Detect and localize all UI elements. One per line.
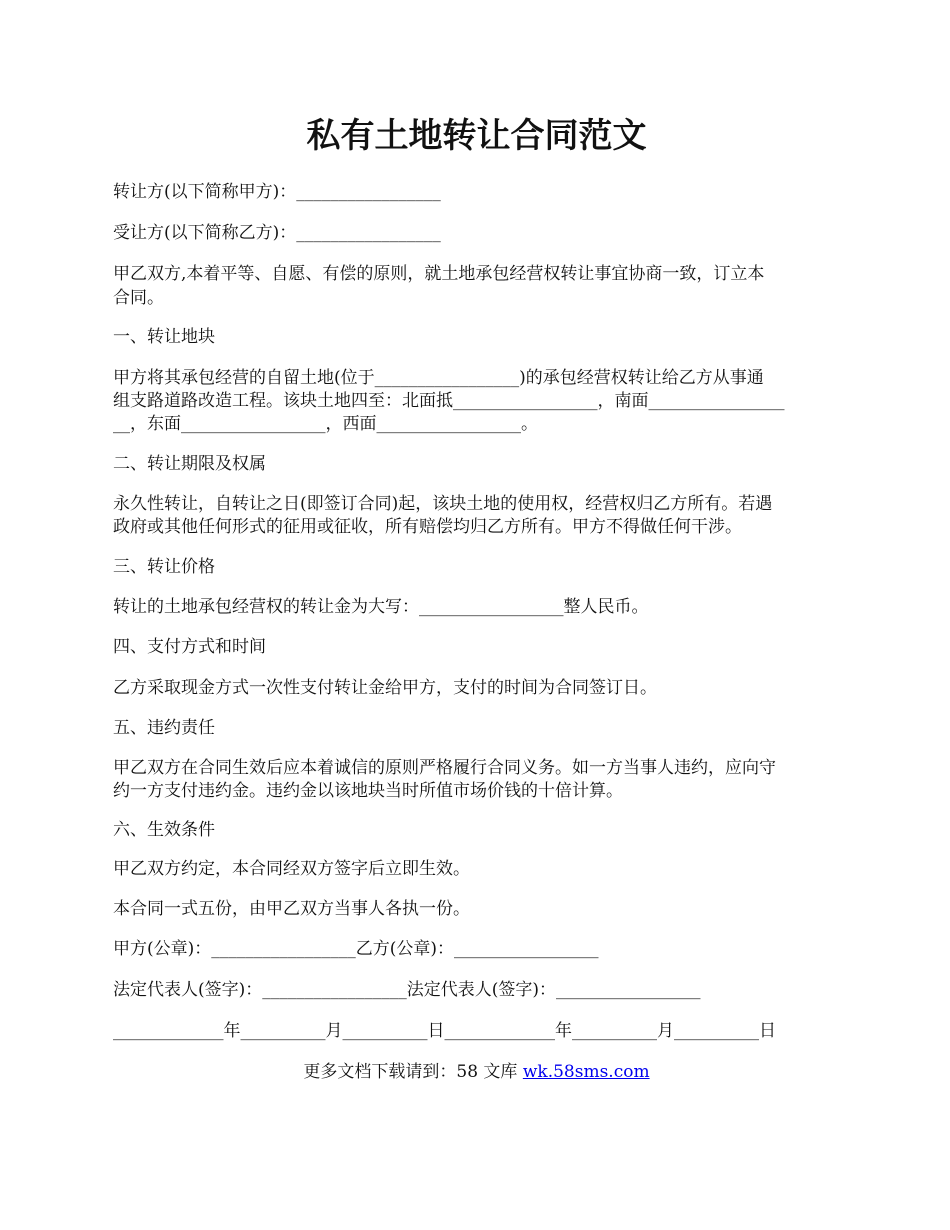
section3-line-1: 转让的土地承包经营权的转让金为大写：_________________整人民币。: [113, 597, 649, 617]
date-line: _____________年__________月__________日_____________年__________月__________日: [113, 1021, 776, 1041]
section2-line-1: 永久性转让，自转让之日(即签订合同)起，该块土地的使用权，经营权归乙方所有。若遇: [113, 494, 773, 514]
footer-link[interactable]: wk.58sms.com: [522, 1062, 650, 1082]
section3-heading: 三、转让价格: [113, 557, 215, 577]
seal-line: 甲方(公章)：_________________乙方(公章)：_________________: [113, 939, 599, 959]
transferee-line: 受让方(以下简称乙方)：_________________: [113, 223, 441, 243]
intro-line-2: 合同。: [113, 288, 164, 308]
section6-line-1: 甲乙双方约定，本合同经双方签字后立即生效。: [113, 859, 470, 879]
footer-prefix: 更多文档下载请到：58 文库: [303, 1062, 523, 1082]
section4-line-1: 乙方采取现金方式一次性支付转让金给甲方，支付的时间为合同签订日。: [113, 678, 657, 698]
section1-line-1: 甲方将其承包经营的自留土地(位于_________________)的承包经营权转让给乙方从事通: [113, 368, 764, 388]
section6-heading: 六、生效条件: [113, 820, 215, 840]
section1-heading: 一、转让地块: [113, 327, 215, 347]
section5-heading: 五、违约责任: [113, 718, 215, 738]
section1-line-3: __，东面_________________，西面_________________。: [113, 414, 538, 434]
section2-heading: 二、转让期限及权属: [113, 454, 266, 474]
representative-line: 法定代表人(签字)：_________________法定代表人(签字)：_________________: [113, 980, 701, 1000]
document-title: 私有土地转让合同范文: [306, 116, 647, 156]
copies-line: 本合同一式五份，由甲乙双方当事人各执一份。: [113, 899, 470, 919]
section5-line-1: 甲乙双方在合同生效后应本着诚信的原则严格履行合同义务。如一方当事人违约，应向守: [113, 758, 776, 778]
section4-heading: 四、支付方式和时间: [113, 637, 266, 657]
intro-line-1: 甲乙双方,本着平等、自愿、有偿的原则，就土地承包经营权转让事宜协商一致，订立本: [113, 264, 765, 284]
footer: [113, 1060, 840, 1085]
transferor-line: 转让方(以下简称甲方)：_________________: [113, 182, 441, 202]
section5-line-2: 约一方支付违约金。违约金以该地块当时所值市场价钱的十倍计算。: [113, 781, 623, 801]
section1-line-2: 组支路道路改造工程。该块土地四至：北面抵_________________，南面________________: [113, 391, 785, 411]
section2-line-2: 政府或其他任何形式的征用或征收，所有赔偿均归乙方所有。甲方不得做任何干涉。: [113, 517, 742, 537]
